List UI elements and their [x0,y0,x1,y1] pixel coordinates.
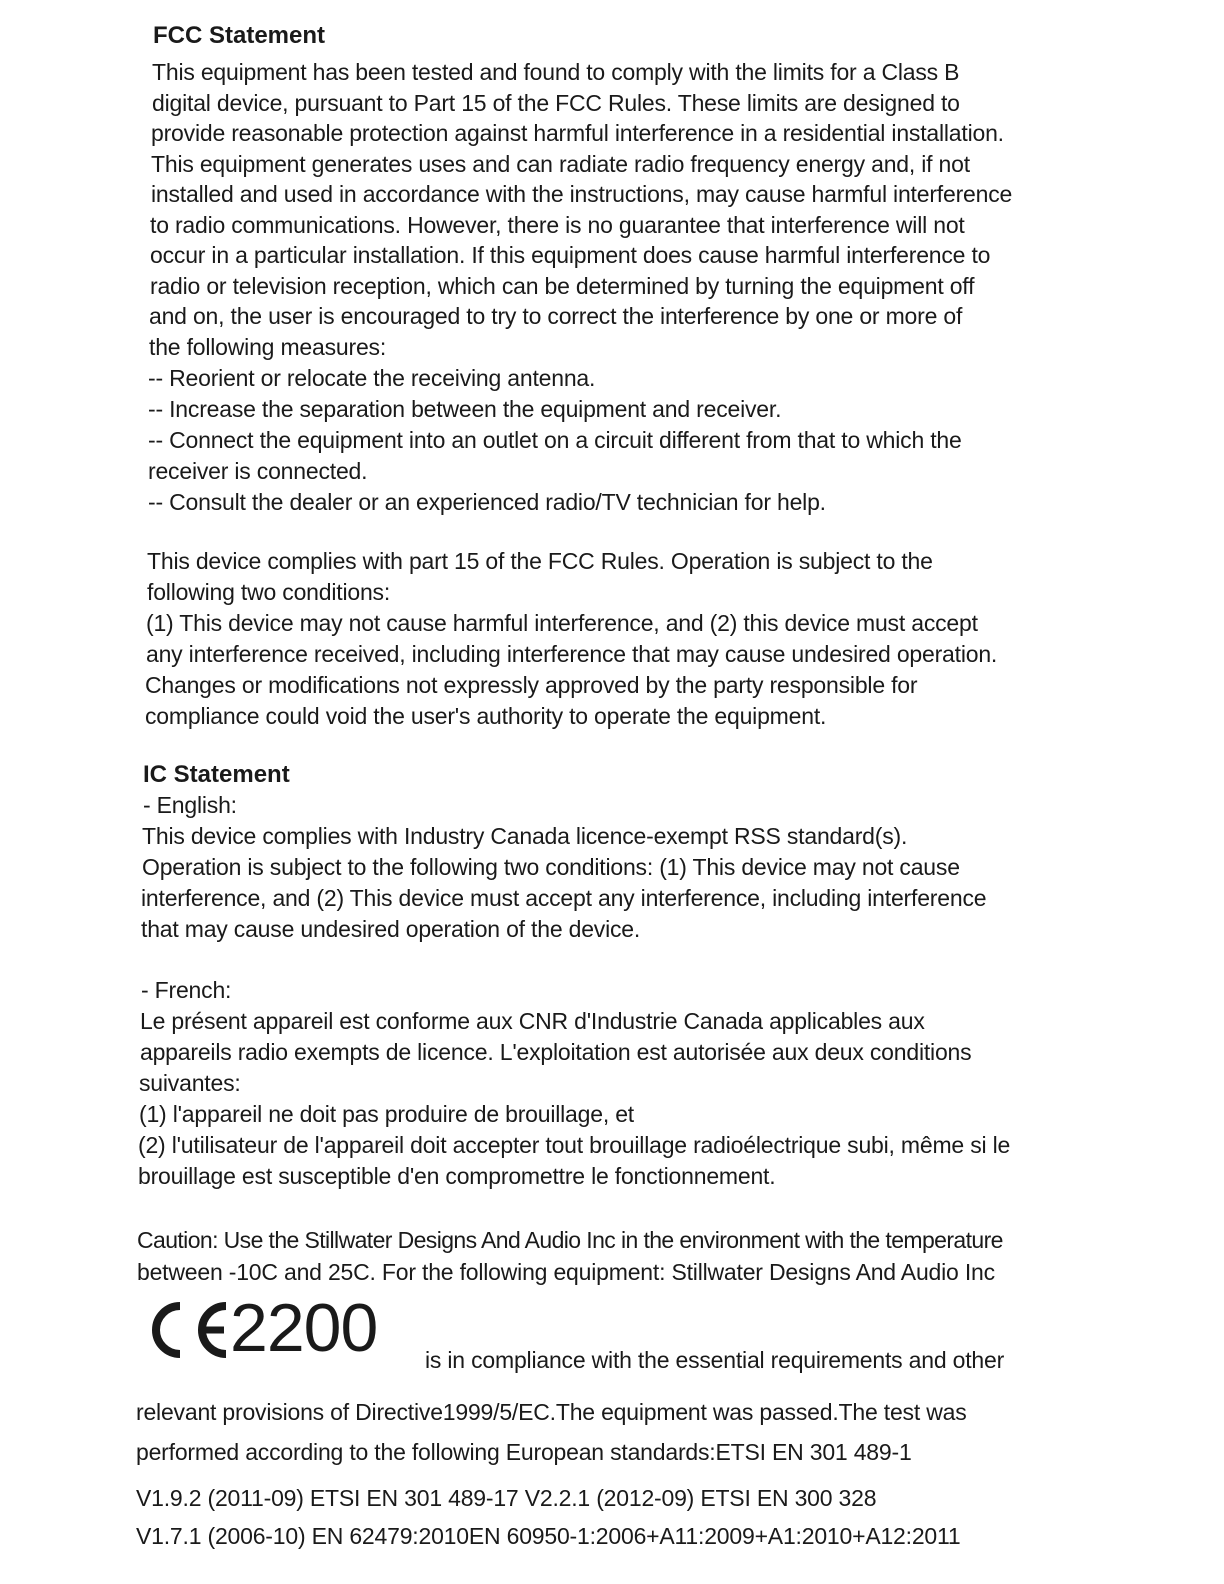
ce-line: performed according to the following European standards:ETSI EN 301 489-1 [136,1439,912,1465]
ce-compliance-line: is in compliance with the essential requirements and other [425,1347,1005,1373]
fcc-line: occur in a particular installation. If this equipment does cause harmful interference to [150,242,991,268]
ic-line: suivantes: [139,1070,241,1096]
caution-line: Caution: Use the Stillwater Designs And Audio Inc in the environment with the temperature [137,1227,1003,1253]
ic-line: - English: [143,792,237,818]
ic-heading: IC Statement [143,761,290,788]
fcc-line: any interference received, including interference that may cause undesired operation. [146,641,998,667]
ic-line: appareils radio exempts de licence. L'exploitation est autorisée aux deux conditions [140,1039,972,1065]
fcc-line: to radio communications. However, there is no guarantee that interference will not [150,212,965,238]
fcc-line: digital device, pursuant to Part 15 of the FCC Rules. These limits are designed to [152,90,960,116]
ce-notified-body-number: 2200 [230,1290,378,1366]
ic-line: This device complies with Industry Canada licence-exempt RSS standard(s). [142,823,908,849]
ic-line: (2) l'utilisateur de l'appareil doit accepter tout brouillage radioélectrique subi, même si le [138,1132,1011,1158]
fcc-line: This device complies with part 15 of the FCC Rules. Operation is subject to the [147,548,933,574]
fcc-heading: FCC Statement [153,22,326,49]
ce-line: V1.9.2 (2011-09) ETSI EN 301 489-17 V2.2.1 (2012-09) ETSI EN 300 328 [136,1485,877,1511]
fcc-line: -- Reorient or relocate the receiving antenna. [148,365,596,391]
ic-line: (1) l'appareil ne doit pas produire de brouillage, et [139,1101,634,1127]
ce-mark-icon [142,1294,234,1366]
fcc-line: (1) This device may not cause harmful interference, and (2) this device must accept [146,610,978,636]
fcc-line: This equipment has been tested and found to comply with the limits for a Class B [152,59,960,85]
fcc-line: This equipment generates uses and can radiate radio frequency energy and, if not [151,151,970,177]
fcc-line: -- Connect the equipment into an outlet on a circuit different from that to which the [148,427,962,453]
fcc-line: -- Increase the separation between the equipment and receiver. [148,396,782,422]
fcc-line: -- Consult the dealer or an experienced radio/TV technician for help. [148,489,826,515]
fcc-line: receiver is connected. [148,458,368,484]
fcc-line: following two conditions: [147,579,391,605]
caution-line: between -10C and 25C. For the following equipment: Stillwater Designs And Audio Inc [137,1259,995,1285]
fcc-line: radio or television reception, which can be determined by turning the equipment off [150,273,975,299]
ic-line: Operation is subject to the following two conditions: (1) This device may not cause [142,854,960,880]
ce-line: V1.7.1 (2006-10) EN 62479:2010EN 60950-1:2006+A11:2009+A1:2010+A12:2011 [136,1523,961,1549]
ic-line: brouillage est susceptible d'en compromettre le fonctionnement. [138,1163,776,1189]
ic-line: - French: [141,977,232,1003]
fcc-line: provide reasonable protection against harmful interference in a residential installation. [151,120,1004,146]
fcc-line: installed and used in accordance with the instructions, may cause harmful interference [151,181,1013,207]
ic-line: that may cause undesired operation of the device. [141,916,641,942]
ic-line: Le présent appareil est conforme aux CNR d'Industrie Canada applicables aux [140,1008,925,1034]
fcc-line: Changes or modifications not expressly approved by the party responsible for [145,672,918,698]
fcc-line: the following measures: [149,334,387,360]
fcc-line: and on, the user is encouraged to try to correct the interference by one or more of [149,303,963,329]
ce-line: relevant provisions of Directive1999/5/EC.The equipment was passed.The test was [136,1399,967,1425]
ic-line: interference, and (2) This device must accept any interference, including interference [141,885,987,911]
fcc-line: compliance could void the user's authority to operate the equipment. [145,703,827,729]
